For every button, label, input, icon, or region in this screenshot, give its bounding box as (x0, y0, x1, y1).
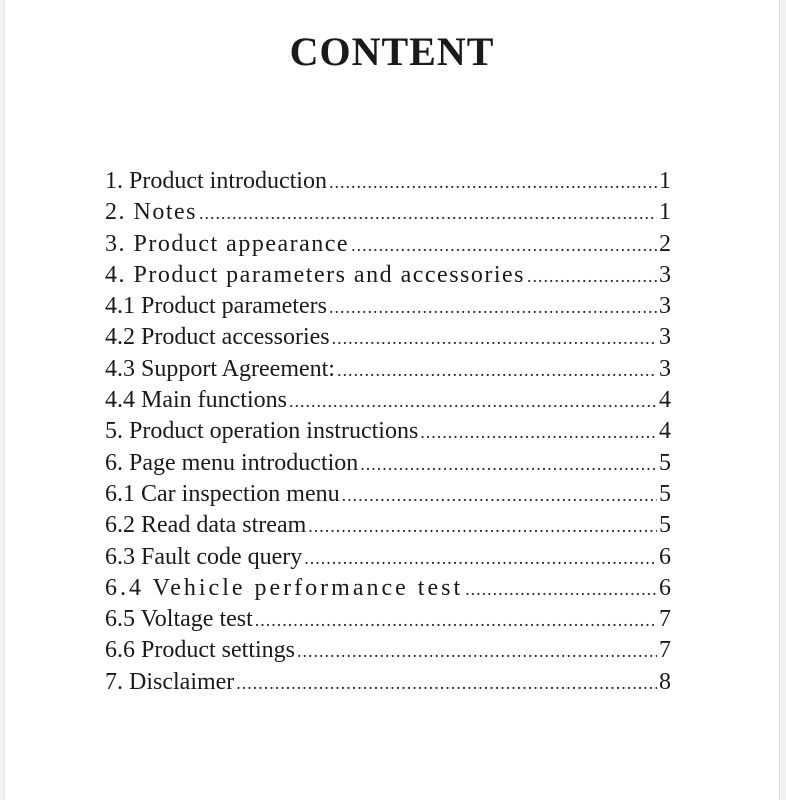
toc-entry (105, 166, 671, 197)
toc-entry-page: 8 (659, 668, 671, 695)
toc-entry-page: 3 (659, 355, 671, 382)
toc-entry-label: 4.2 Product accessories (105, 324, 330, 351)
document-page (4, 0, 780, 800)
toc-entry-label: 6. Page menu introduction (105, 449, 359, 476)
toc-leader-dots (332, 323, 657, 354)
toc-entry-page: 4 (659, 387, 671, 414)
toc-leader-dots (304, 543, 657, 574)
toc-entry-label: 2. Notes (105, 199, 197, 226)
toc-entry-label: 4.1 Product parameters (105, 293, 327, 320)
toc-entry-page: 3 (659, 324, 671, 351)
toc-leader-dots (329, 167, 657, 198)
toc-entry (105, 197, 671, 228)
toc-entry-label: 6.1 Car inspection menu (105, 480, 340, 507)
toc-leader-dots (360, 449, 657, 480)
toc-entry-page: 5 (659, 480, 671, 507)
toc-entry-page: 5 (659, 512, 671, 539)
toc-entry-page: 3 (659, 293, 671, 320)
toc-entry (105, 354, 671, 385)
toc-entry-page: 6 (659, 574, 671, 601)
toc-leader-dots (255, 605, 657, 636)
toc-entry (105, 291, 671, 322)
toc-entry-label: 4.3 Support Agreement: (105, 355, 335, 382)
toc-entry-page: 4 (659, 418, 671, 445)
toc-entry-label: 4.4 Main functions (105, 387, 287, 414)
toc-entry-label: 6.4 Vehicle performance test (105, 574, 464, 601)
toc-leader-dots (342, 480, 657, 511)
toc-leader-dots (329, 292, 657, 323)
toc-leader-dots (308, 511, 657, 542)
toc-entry-label: 3. Product appearance (105, 230, 350, 257)
toc-entry-page: 1 (659, 199, 671, 226)
table-of-contents (105, 166, 671, 698)
toc-entry-label: 6.3 Fault code query (105, 543, 303, 570)
toc-entry (105, 448, 671, 479)
toc-leader-dots (465, 574, 657, 605)
toc-entry-page: 6 (659, 543, 671, 570)
toc-entry-label: 5. Product operation instructions (105, 418, 419, 445)
toc-entry (105, 385, 671, 416)
toc-entry-page: 7 (659, 606, 671, 633)
toc-entry (105, 667, 671, 698)
page-title: CONTENT (289, 29, 495, 74)
toc-entry (105, 510, 671, 541)
toc-entry (105, 322, 671, 353)
toc-entry-page: 7 (659, 637, 671, 664)
toc-entry (105, 229, 671, 260)
toc-entry-label: 6.2 Read data stream (105, 512, 307, 539)
toc-entry-page: 3 (659, 261, 671, 288)
toc-leader-dots (236, 668, 657, 699)
toc-entry-label: 4. Product parameters and accessories (105, 261, 526, 288)
toc-leader-dots (289, 386, 657, 417)
toc-entry (105, 479, 671, 510)
toc-entry-page: 2 (659, 230, 671, 257)
toc-leader-dots (351, 230, 657, 261)
toc-entry-page: 5 (659, 449, 671, 476)
toc-leader-dots (297, 636, 657, 667)
toc-entry-label: 1. Product introduction (105, 168, 327, 194)
toc-entry (105, 635, 671, 666)
toc-leader-dots (420, 417, 657, 448)
toc-entry (105, 260, 671, 291)
toc-entry (105, 416, 671, 447)
toc-entry-page: 1 (659, 168, 671, 194)
toc-entry-label: 6.6 Product settings (105, 637, 295, 664)
toc-entry-label: 6.5 Voltage test (105, 606, 253, 633)
toc-entry (105, 604, 671, 635)
toc-entry-label: 7. Disclaimer (105, 668, 235, 695)
toc-leader-dots (199, 198, 657, 229)
toc-entry (105, 573, 671, 604)
toc-leader-dots (527, 261, 657, 292)
toc-entry (105, 542, 671, 573)
toc-leader-dots (337, 355, 657, 386)
